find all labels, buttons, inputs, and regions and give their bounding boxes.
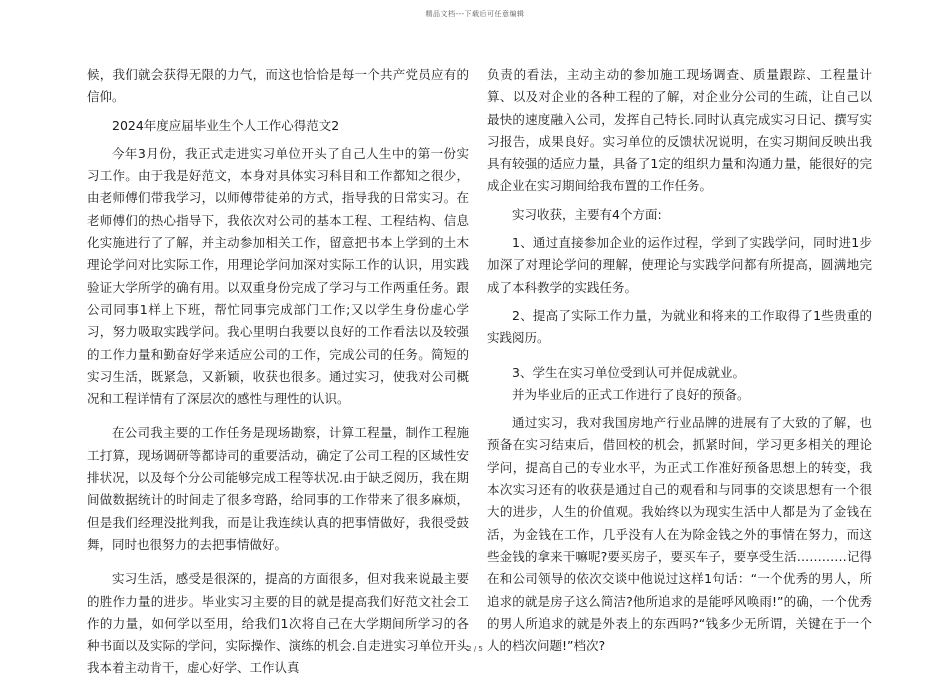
paragraph: 负责的看法，主动主动的参加施工现场调查、质量跟踪、工程量计算、以及对企业的各种工程的了解，对企业分公司的生疏，让自己以最快的速度融入公司，发挥自己特长.同时认真完成实习日记、撰写实习报告，成果良好。实习单位的反馈状况说明，在实习期间反映出我具有较强的适应力量，具备了1定的组织力量和沟通力量，能很好的完成企业在实习期间给我布置的工作任务。: [487, 67, 872, 194]
paragraph: 今年3月份，我正式走进实习单位开头了自己人生中的第一份实习工作。由于我是好范文，本身对具体实习科目和工作都知之很少，由老师傅们带我学习，以师傅带徒弟的方式，指导我的日常实习。在老师傅们的热心指导下，我依次对公司的基本工程、工程结构、信息化实施进行了了解，并主动参加相关工作，留意把书本上学到的土木理论学问对比实际工作，用理论学问加深对实际工作的认识，用实践验证大学所学的确有用。以双重身份完成了学习与工作两重任务。跟公司同事1样上下班，帮忙同事完成部门工作;又以学生身份虚心学习，努力吸取实践学问。我心里明白我要以良好的工作看法以及较强的工作力量和勤奋好学来适应公司的工作，完成公司的任务。简短的实习生活，既紧急，又新颖，收获也很多。通过实习，使我对公司概况和工程详情有了深层次的感性与理性的认识。: [87, 145, 469, 407]
page-header: 精品文档---下载后可任意编辑: [425, 10, 525, 18]
section-title: 2024年度应届毕业生个人工作心得范文2: [112, 117, 340, 133]
list-item: 3、学生在实习单位受到认可并促成就业。: [512, 364, 745, 380]
left-column: [87, 64, 469, 680]
page-number: 2 / 5: [467, 645, 483, 653]
paragraph: 在公司我主要的工作任务是现场勘察，计算工程量，制作工程施工打算，现场调研等都诗司的重要活动，确定了公司工程的区域性安排状况，以及每个分公司能够完成工程等状况.由于缺乏阅历，我在期间做数据统计的时间走了很多弯路，给同事的工作带来了很多麻烦，但是我们经理没批判我，而是让我连续认真的把事情做好，我很受鼓舞，同时也很努力的去把事情做好。: [87, 425, 469, 552]
paragraph: 通过实习，我对我国房地产行业品牌的进展有了大致的了解，也预备在实习结束后，借回校的机会，抓紧时间，学习更多相关的理论学问，提高自己的专业水平，为正式工作准好预备思想上的转变，我本次实习还有的收获是通过自己的观看和与同事的交谈思想有一个很大的进步，人生的价值观。我始终以为现实生活中人都是为了金钱在活，为金钱在工作，几乎没有人在为除金钱之外的事情在努力，而这些金钱的拿来干嘛呢?要买房子，要买车子，要享受生活…………记得在和公司领导的依次交谈中他说过这样1句话：“一个优秀的男人，所追求的就是房子这么简洁?他所追求的是能呼风唤雨!”的确，一个优秀的男人所追求的就是外表上的东西吗?“钱多少无所谓，关键在于一个人的档次问题!”档次?: [487, 415, 872, 654]
paragraph: 候，我们就会获得无限的力气，而这也恰恰是每一个共产党员应有的信仰。: [87, 67, 469, 105]
list-item: 1、通过直接参加企业的运作过程，学到了实践学问，同时进1步加深了对理论学问的理解，使理论与实践学问都有所提高，圆满地完成了本科教学的实践任务。: [487, 235, 872, 295]
list-item: 2、提高了实际工作力量，为就业和将来的工作取得了1些贵重的实践阅历。: [487, 307, 872, 346]
paragraph: 实习生活，感受是很深的，提高的方面很多，但对我来说最主要的胜作力量的进步。毕业实习主要的目的就是提高我们好范文社会工作的力量，如何学以至用，给我们1次将自己在大学期间所学习的各种书面以及实际的学问，实际操作、演练的机会.自走进实习单位开头我本着主动肯干，虚心好学、工作认真: [87, 571, 469, 676]
paragraph: 实习收获，主要有4个方面:: [512, 206, 662, 222]
right-column: [487, 64, 872, 657]
paragraph: 并为毕业后的正式工作进行了良好的预备。: [512, 386, 750, 402]
